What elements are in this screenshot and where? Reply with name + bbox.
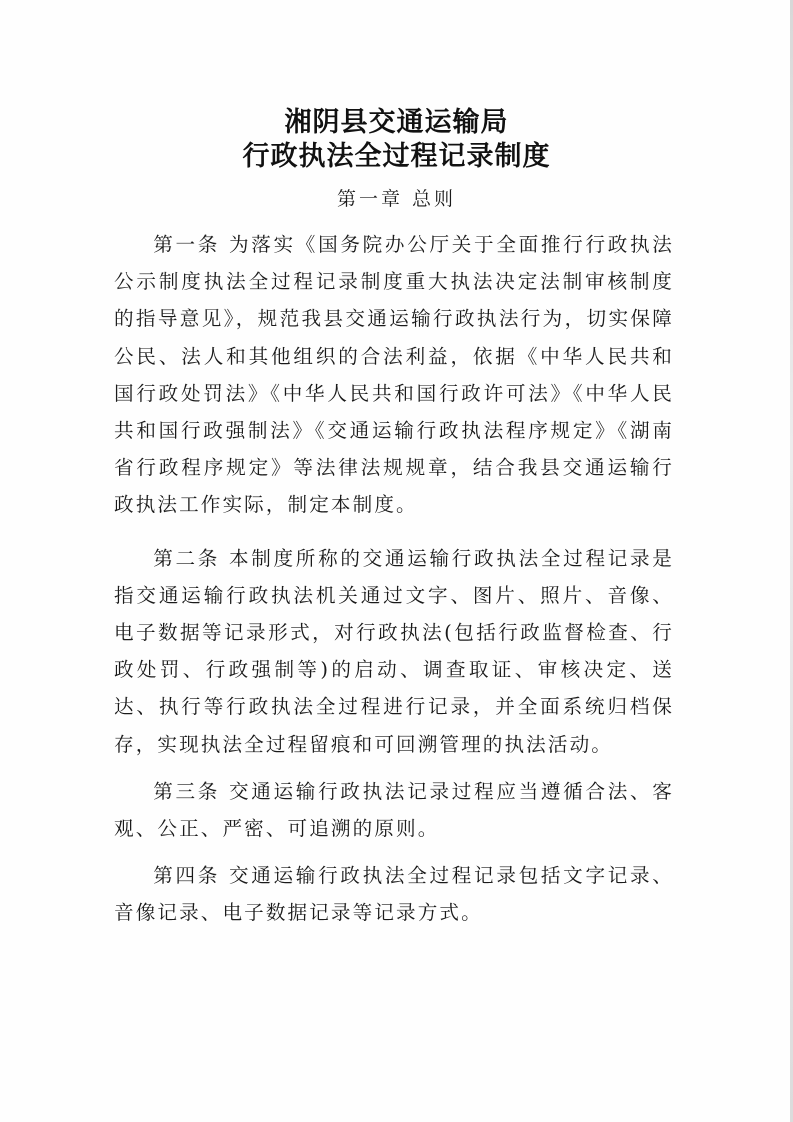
document-title	[0, 106, 793, 174]
article-3-text: 交通运输行政执法记录过程应当遵循合法、客观、公正、严密、可追溯的原则。	[114, 779, 674, 841]
title-line-organization: 湘阴县交通运输局	[284, 107, 509, 138]
chapter-heading: 第一章 总则	[336, 188, 457, 210]
article-3	[114, 773, 674, 847]
article-2-label: 第二条	[153, 546, 221, 570]
article-2-text: 本制度所称的交通运输行政执法全过程记录是指交通运输行政执法机关通过文字、图片、照片、音像、电子数据等记录形式，对行政执法(包括行政监督检查、行政处罚、行政强制等)的启动、调查取证、审核决定、送达、执行等行政执法全过程进行记录，并全面系统归档保存，实现执法全过程留痕和可回溯管理的执法活动。	[114, 546, 674, 756]
article-4-text: 交通运输行政执法全过程记录包括文字记录、音像记录、电子数据记录等记录方式。	[114, 864, 674, 925]
article-3-label: 第三条	[153, 779, 221, 803]
article-1-text: 为落实《国务院办公厅关于全面推行行政执法公示制度执法全过程记录制度重大执法决定法制审核制度的指导意见》，规范我县交通运输行政执法行为，切实保障公民、法人和其他组织的合法利益，依据《中华人民共和国行政处罚法》《中华人民共和国行政许可法》《中华人民共和国行政强制法》《交通运输行政执法程序规定》《湖南省行政程序规定》等法律法规规章，结合我县交通运输行政执法工作实际，制定本制度。	[114, 233, 674, 517]
article-4-label: 第四条	[153, 864, 221, 888]
document-body	[114, 226, 674, 932]
article-1	[114, 226, 674, 524]
article-4	[114, 857, 674, 931]
article-1-label: 第一条	[153, 233, 221, 256]
title-line-subject: 行政执法全过程记录制度	[242, 141, 551, 172]
article-2	[114, 540, 674, 763]
